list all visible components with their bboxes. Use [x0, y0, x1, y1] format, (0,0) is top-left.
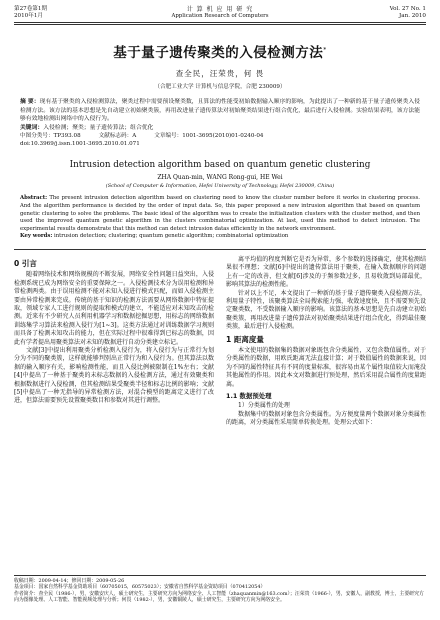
running-header — [14, 6, 426, 23]
article-number: 文章编号：1001-3695(2010)01-0240-04 — [154, 133, 264, 140]
subsection-heading-preprocess: 1.1 数据预处理 — [226, 392, 272, 401]
section-heading-intro: 0 引言 — [14, 258, 37, 268]
body-paragraph: 随着网络技术和网络规模的不断发展，网络安全性问题日益突出，入侵检测系统已成为网络安全的重要保障之一。入侵检测技术分为误用检测和异常检测两类。由于误用检测不能对未知入侵进行模式匹配，而如入侵检测主要由异常检测来完成。传统的基于知识的检测方法需要从网络数据中特征提取，领域专家人工进行规则的提取和模式的建立，不能适应对未知攻击的检测。近来有不少研究人员利用机器学习和数据挖掘思想，用标志的网络数据训练集学习算法来检测入侵行为[1~3]。这类方法通过对训练数据学习规则而具备了检测未知攻击的能力，但在实际过程中很难得到已标志的数据，因此有学者提出用聚类算法对未知的数据进行自动分类建立标记。 — [14, 271, 214, 346]
document-code: 文献标志码：A — [98, 133, 137, 140]
abstract-en-text: The present intrusion detection algorithm based on clustering need to know the cluster number before it works in clustering process. And the algorithm performance is decided by the order of input data. So, this paper proposed a new intrusion algorithm that based on quantum genetic clustering to solve the problems. The basic ideal of the algorithm was to create the initialization clusters with the cluster method, and then used the improved quantum genetic algorithm in the clusters combinatorial optimization. At last, used this method to detect intrusion. The experimental results demonstrate that this method can detect intrusion datas efficiently in the network environment. — [20, 195, 420, 232]
body-paragraph: 针对以上不足，本文提出了一种新的基于量子遗传聚类入侵检测方法，利用量子特性，该聚类算法全局搜索能力强，收敛速度快，且不需要预先设定聚类数，不受数据输入顺序的影响。该算法的基本思想是先自动建立初始聚类簇，再用改进量子遗传算法对初始聚类结果进行组合优化，得到最佳聚类簇，最后进行入侵检测。 — [226, 289, 426, 331]
keywords-cn — [20, 124, 420, 133]
clc-number: 中图分类号：TP393.08 — [20, 133, 81, 140]
body-paragraph: 数据集中的数据对象包含分类属性。为方便度量两个数据对象分类属性的距离，对分类属性采用简单转换处理。处理公式如下： — [226, 410, 426, 427]
body-paragraph: 离平均值的程度判断它是否为异常，多个参数的选择确定，使其检测结果很不理想；文献[6]中提出的遗传算法用于聚类，在输入数据顺序的问题上有一定的改善，但文献[6]涉及的于频参数过多，且易收敛到局部最优，影响其算法的检测性能。 — [226, 255, 426, 289]
footnote-bio: 作者简介：查全民（1986-），男，安徽安庆人，硕士研究生，主要研究方向为网络安全、人工智能（zhaquanmin@163.com）；汪荣贵（1966-），男，安徽人，副教授，博士，主要研究方向为图像处理、人工智能、智能视频处理与分析；何畏（1982-），男，安徽铜陵人，硕士研究生，主要研究方向为网络安全。 — [14, 590, 424, 604]
footnote — [14, 575, 426, 604]
body-paragraph: 本文使用的数据集的数据对象既包含分类属性，又包含数值属性。对于分类属性的数据，用欧氏距离无法直接计算；对于数值属性的数据来说，因为不同的属性特征具有不同的度量标准，很容易由某个属性取值较大而淹没其他属性的作用。因此本文对数据进行预处理，然后采用混合属性的度量距离。 — [226, 347, 426, 388]
issue-volume-en: Vol. 27 No. 1 — [389, 6, 426, 12]
english-title: Intrusion detection algorithm based on quantum genetic clustering — [69, 160, 371, 171]
abstract-label: 摘 要： — [20, 99, 40, 105]
body-right-column — [226, 256, 426, 428]
issue-date-en: Jan. 2010 — [399, 13, 426, 19]
header-rule — [14, 23, 426, 25]
issue-info-en — [336, 6, 426, 20]
paper-title — [14, 41, 426, 61]
footnote-fund: 基金项目：国家自然科学基金资助项目（60705015，60575023）；安徽省自然科学基金资助项目（070412054） — [14, 584, 266, 591]
body-paragraph: 1）分类属性的处理 — [238, 402, 290, 410]
keywords-en-text: intrusion detection; clustering; quantum genetic algorithm; combinatorial optimization — [54, 233, 289, 240]
author-list: 查全民，汪荣贵，何 畏 — [175, 69, 265, 78]
paper-title-text: 基于量子遗传聚类的入侵检测方法 — [113, 45, 324, 61]
english-affiliation: (School of Computer & Information, Hefei University of Technology, Hefei 230009, China) — [105, 183, 335, 190]
body-columns — [14, 256, 426, 428]
journal-name-en: Application Research of Computers — [171, 13, 269, 19]
keywords-en-label: Key words: — [20, 233, 53, 240]
abstract-cn — [20, 98, 420, 124]
keywords-label: 关键词： — [20, 124, 44, 131]
section-heading-distance: 1 距离度量 — [226, 334, 264, 344]
journal-name-cn: 计 算 机 应 用 研 究 — [186, 6, 254, 13]
abstract-divider — [14, 249, 426, 250]
keywords-text: 入侵检测；聚类；量子遗传算法；组合优化 — [43, 124, 154, 131]
abstract-text: 现有基于聚类的入侵检测算法，聚类过程中需要预设聚类数，且算法的性能受初始数据输入顺序的影响，为此提出了一种新的基于量子遗传聚类入侵检测方法。该方法的基本思想是先自动建立初始聚类簇，再用改进量子遗传算法对初始聚类结果进行组合优化，最后进行入侵检测。实验结果表明，该方法能够有效地检测出网络中的入侵行为。 — [20, 99, 420, 123]
affiliation: （合肥工业大学 计算机与信息学院，合肥 230009） — [154, 84, 286, 90]
issue-info — [14, 6, 104, 20]
keywords-en — [20, 233, 420, 241]
title-footnote-mark: * — [323, 46, 327, 54]
issue-volume: 第27卷第1期 — [14, 6, 48, 12]
abstract-en-label: Abstract: — [20, 195, 48, 202]
issue-date: 2010年1月 — [14, 13, 43, 19]
journal-name — [171, 6, 268, 20]
english-authors: ZHA Quan-min, WANG Rong-gui, HE Wei — [157, 174, 283, 182]
classification-line — [20, 132, 420, 140]
body-left-column — [14, 256, 214, 428]
body-paragraph: 文献[3]中提出利用聚类分析检测入侵行为，将入侵行为与正常行为划分为不同的聚类簇，这样就能够判别出正常行为和入侵行为。但其算法以数据的输入顺序有关，影响检测性能，而且入侵比例被限制在1%左右；文献[4]中提出了一种基于聚类的未标志数据的入侵检测方法，通过有效聚类和根据数据进行入侵检测，但其检测结果受聚类半径和标志比例的影响；文献[5]中提出了一种无指导的异常检测方法，对混合模型的距离定义进行了改进，但算法需要预先设置聚类数目和参数对其进行调整。 — [14, 347, 214, 405]
footnote-received: 收稿日期：2009-04-14；修回日期：2009-05-26 — [14, 578, 125, 584]
doi-line: doi:10.3969/j.issn.1001-3695.2010.01.071 — [20, 141, 140, 148]
abstract-en — [20, 195, 420, 233]
